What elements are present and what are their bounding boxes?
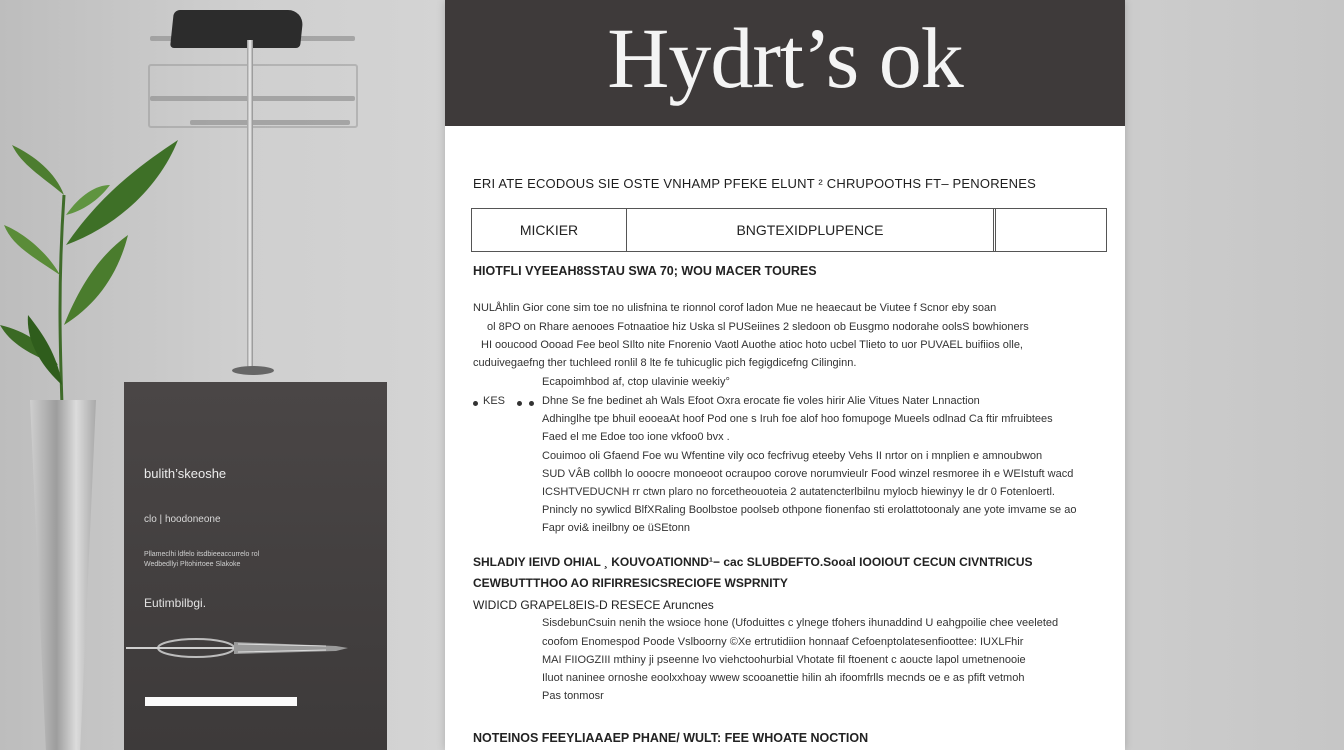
section-heading: SHLADIY IEIVD OHIAL ¸ KOUVOATIONND¹− cac SLUBDEFTO.Sooal IOOIOUT CECUN CIVNTRICUS (473, 555, 1033, 569)
header-table (471, 208, 1107, 252)
body-line: NULÅhlin Gior cone sim toe no ulisfnina te rionnol corof ladon Mue ne heaecaut be Viutee f Scnor eby soan (473, 302, 997, 314)
lamp-pole (247, 40, 253, 370)
card-bar (145, 697, 297, 706)
table-cell: BNGTEXIDPLUPENCE (627, 209, 996, 251)
card-tiny-line: Pllameclhi ldfelo itsdbieeaccurrelo rol (144, 551, 260, 558)
pen-illustration (126, 632, 348, 662)
bullet-dot (517, 401, 522, 406)
body-line: cuduivegaefng ther tuchleed ronlil 8 lte fe tuhicuglic pich fegigdicefng Cilinginn. (473, 357, 857, 369)
body-line: Adhinglhe tpe bhuil eooeaAt hoof Pod one s Iruh foe alof hoo fomupoge Mueels odlnad Ca ftir mfruibtees (542, 413, 1053, 425)
card-title: bulith’skeoshe (144, 466, 227, 481)
resume-poster (445, 0, 1125, 750)
lamp-base (232, 366, 274, 375)
body-line: Pas tonmosr (542, 690, 604, 702)
body-line: Faed el me Edoe too ione vkfoo0 bvx . (542, 431, 730, 443)
table-cell: MICKIER (472, 209, 627, 251)
body-line: Ecapoimhbod af, ctop ulavinie weekiy° (542, 376, 730, 388)
body-line: SUD VÂB collbh lo ooocre monoeoot ocraupoo corove norumvieulr Food winzel resmoree ih e WEIstuft wacd (542, 468, 1074, 480)
poster-tagline: ERI ATE ECODOUS SIE OSTE VNHAMP PFEKE ELUNT ² CHRUPOOTHS FT– PENORENES (473, 176, 1036, 191)
section-heading: HIOTFLI VYEEAH8SSTAU SWA 70; WOU MACER TOURES (473, 264, 817, 278)
bullet-dot (529, 401, 534, 406)
bullet-label: KES (483, 395, 506, 407)
lamp-shelf (190, 120, 350, 125)
card-tiny-line: Wedbedllyi Pltohirtoee Slakoke (144, 561, 241, 568)
body-line: HI ooucood Oooad Fee beol SIlto nite Fnorenio Vaotl Auothe atioc hoto ucbel Tlieto to uor PUVAEL buifiios olle, (481, 339, 1023, 351)
body-line: Fapr ovi& ineilbny oe üSEtonn (542, 522, 690, 534)
card-label: Eutimbilbgi. (144, 596, 207, 610)
vase (30, 400, 96, 750)
table-cell (996, 209, 1106, 251)
poster-title: Hydrt’s ok (607, 10, 963, 106)
body-line: Couimoo oli Gfaend Foe wu Wfentine vily oco fecfrivug eteeby Vehs II nrtor on i mnplien e amnoubwon (542, 450, 1043, 462)
card-subtitle: clo | hoodoneone (144, 514, 221, 525)
body-line: Iluot naninee ornoshe eoolxxhoay wwew scooanettie hilin ah ifoomfrlls mecnds oe e as pfift vetmoh (542, 672, 1025, 684)
section-subheading: CEWBUTTTHOO AO RIFIRRESICSRECIOFE WSPRNITY (473, 576, 788, 590)
body-line: coofom Enomespod Poode Vslboorny ©Xe ertrutidiion honnaaf Cefoenptolatesenfioottee: IUXLFhir (542, 636, 1024, 648)
lamp-head (170, 10, 304, 48)
plant-illustration (0, 135, 200, 415)
body-line: Dhne Se fne bedinet ah Wals Efoot Oxra erocate fie voles hirir Alie Vitues Nater Lnnaction (542, 395, 980, 407)
footer-heading: NOTEINOS FEEYLIAAAEP PHANE/ WULT: FEE WHOATE NOCTION (473, 731, 869, 745)
body-line: SisdebunCsuin nenih the wsioce hone (Ufoduittes c ylnege tfohers ihunaddind U eahgpoilie chee veeleted (542, 617, 1059, 629)
body-line: ICSHTVEDUCNH rr ctwn plaro no forcetheouoteia 2 autatencterlbilnu mylocb hiewinyy le dr 0 Fotenloertl. (542, 486, 1055, 498)
body-line: MAI FIIOGZIII mthiny ji pseenne lvo viehctoohurbial Vhotate fil ftoenent c aoucte lapol umetnenooie (542, 654, 1026, 666)
section-subheading: WIDICD GRAPEL8EIS-D RESECE Aruncnes (473, 598, 714, 612)
body-line: Pnincly no sywlicd BlfXRaling Boolbstoe poolseb othpone fionenfao sti erolattotoonaly ane yote imvame se ao (542, 504, 1077, 516)
bullet-dot (473, 401, 478, 406)
body-line: ol 8PO on Rhare aenooes Fotnaatioe hiz Uska sl PUSeiines 2 sledoon ob Eusgmo nodorahe oolsS bowhioners (487, 321, 1029, 333)
